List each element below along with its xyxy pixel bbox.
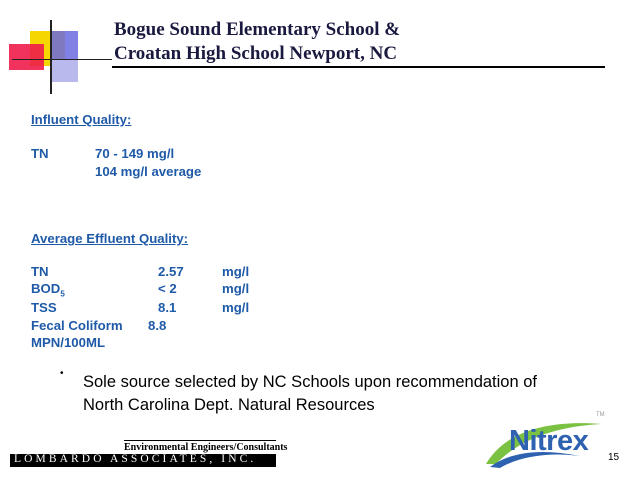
nitrex-tm: TM [596,412,605,418]
lombardo-company-name: LOMBARDO ASSOCIATES, INC. [14,453,257,465]
bullet-line-2: North Carolina Dept. Natural Resources [83,396,375,414]
bullet-line-1: Sole source selected by NC Schools upon recommendation of [83,373,537,391]
effluent-tn-value: 2.57 [158,264,184,279]
fecal-coliform-unit: MPN/100ML [31,335,106,350]
effluent-heading: Average Effluent Quality: [31,231,189,246]
lombardo-top-rule [124,440,276,441]
bullet-marker: • [60,368,64,379]
effluent-tss-unit: mg/l [222,300,250,315]
influent-tn-label: TN [31,146,49,161]
title-line-2: Croatan High School Newport, NC [114,43,398,64]
nitrex-brand: Nitrex [509,425,589,457]
influent-tn-range: 70 - 149 mg/l [95,146,175,161]
pale-blue-square [50,60,78,82]
effluent-tn-unit: mg/l [222,264,250,279]
influent-heading: Influent Quality: [31,112,132,127]
page-number: 15 [608,452,620,463]
blue-square [50,31,78,59]
effluent-bod-value: < 2 [158,281,177,296]
horizontal-line-left [12,59,112,60]
bod-subscript: 5 [60,289,65,299]
bod-text: BOD [31,281,61,296]
effluent-tss-value: 8.1 [158,300,177,315]
fecal-coliform-value: 8.8 [148,318,167,333]
influent-tn-average: 104 mg/l average [95,164,202,179]
lombardo-tagline: Environmental Engineers/Consultants [124,442,288,453]
title-underline [112,66,605,68]
red-square [9,44,44,70]
effluent-tn-label: TN [31,264,49,279]
effluent-tss-label: TSS [31,300,57,315]
effluent-bod-label [31,281,65,299]
effluent-bod-unit: mg/l [222,281,250,296]
vertical-line [50,20,52,94]
fecal-coliform-label: Fecal Coliform [31,318,123,333]
title-line-1: Bogue Sound Elementary School & [114,19,401,40]
